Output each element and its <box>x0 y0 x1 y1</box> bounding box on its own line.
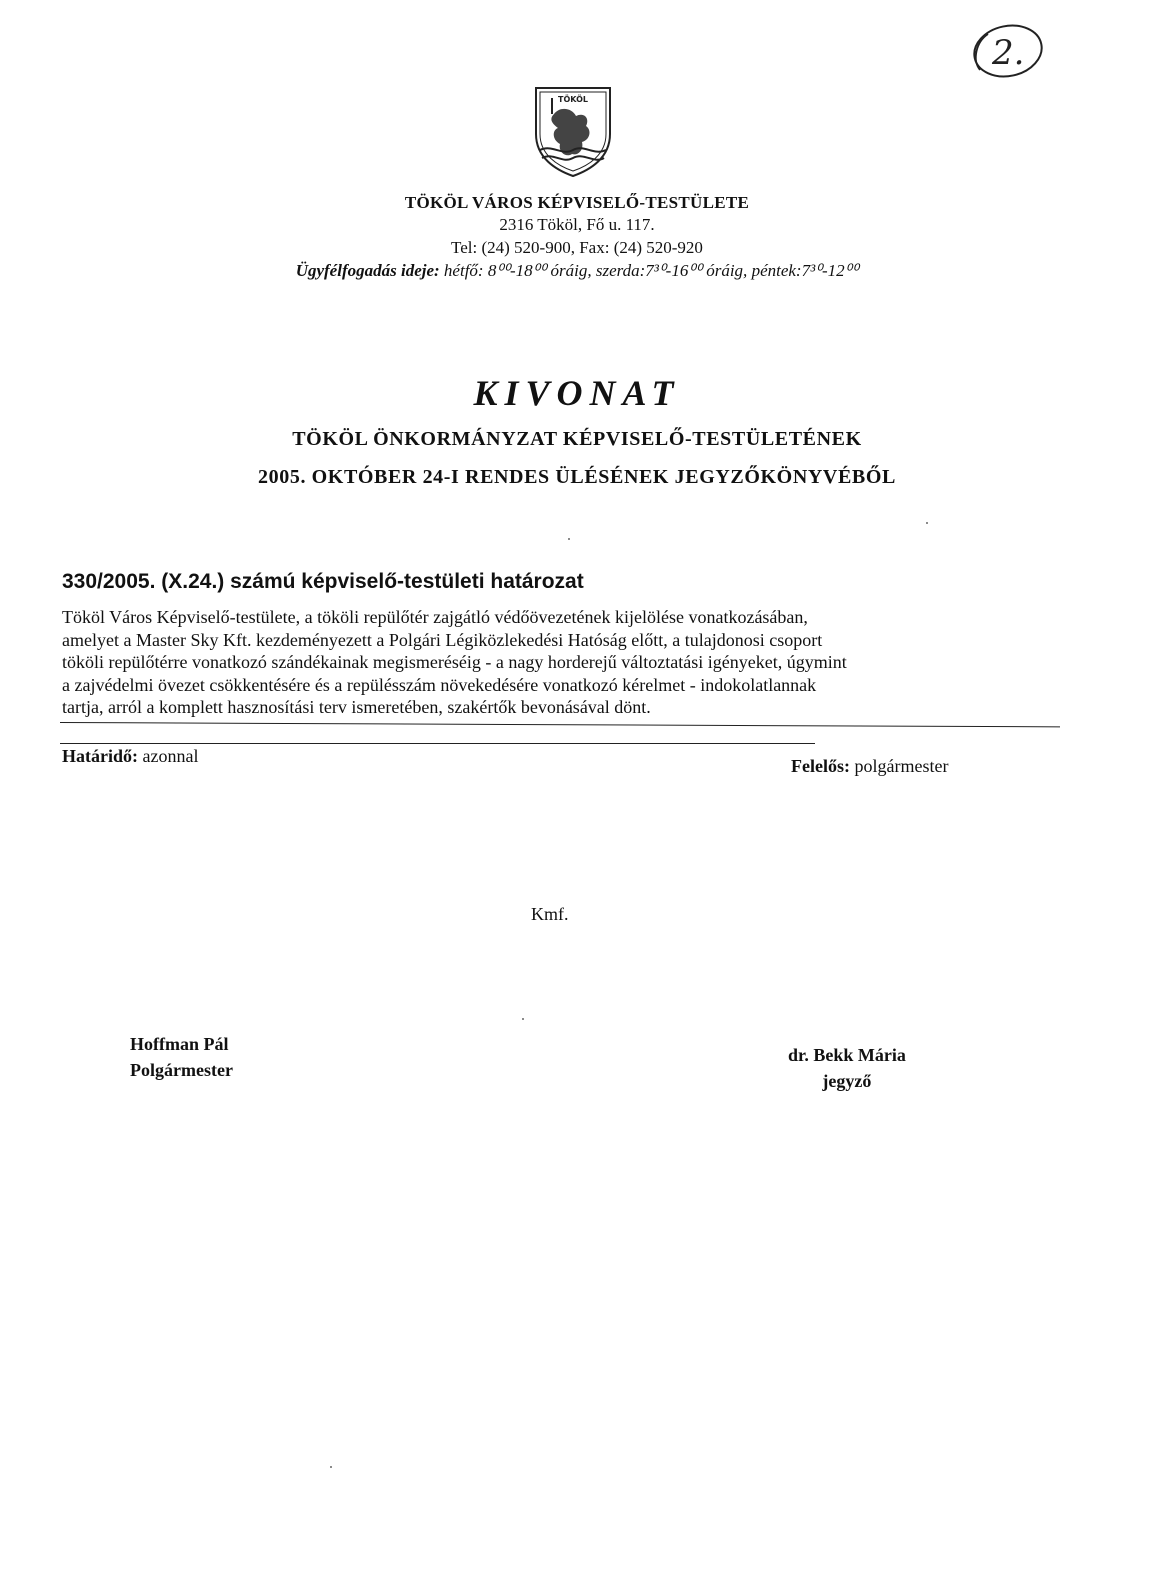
signature-notary <box>788 1042 906 1094</box>
signature-mayor <box>130 1031 233 1083</box>
deadline <box>62 746 198 767</box>
resolution-body <box>62 606 1062 719</box>
resolution-line: a zajvédelmi övezet csökkentésére és a repülésszám növekedésére vonatkozó kérelmet - indokolatlannak <box>62 674 817 695</box>
office-hours-label: Ügyfélfogadás ideje: <box>295 261 440 280</box>
kmf: Kmf. <box>531 904 569 924</box>
notary-title: jegyző <box>822 1071 872 1091</box>
resolution-line: tököli repülőtérre vonatkozó szándékainak megismeréséig - a nagy horderejű változtatási igényeket, úgymint <box>62 652 847 672</box>
resolution-line: amelyet a Master Sky Kft. kezdeményezett a Polgári Légiközlekedési Hatóság előtt, a tulajdonosi csoport <box>62 629 823 650</box>
document-subtitle-1: TÖKÖL ÖNKORMÁNYZAT KÉPVISELŐ-TESTÜLETÉNEK <box>292 428 862 450</box>
document-subtitle-2: 2005. OKTÓBER 24-I RENDES ÜLÉSÉNEK JEGYZŐKÖNYVÉBŐL <box>258 466 896 488</box>
deadline-value: azonnal <box>138 746 199 766</box>
scan-speck <box>568 538 570 540</box>
scan-speck <box>330 1466 332 1468</box>
responsible <box>791 756 948 777</box>
handwritten-underline <box>60 722 1060 727</box>
office-hours-wednesday: szerda:7³⁰-16⁰⁰ óráig, <box>591 261 748 280</box>
resolution-line: Tököl Város Képviselő-testülete, a tököli repülőtér zajgátló védőövezetének kijelölése vonatkozásában, <box>62 607 808 627</box>
responsible-value: polgármester <box>849 756 949 776</box>
svg-text:TÖKÖL: TÖKÖL <box>558 95 588 104</box>
organization-address: 2316 Tököl, Fő u. 117. <box>499 215 655 234</box>
office-hours <box>0 261 1154 281</box>
coat-of-arms-logo <box>532 84 614 178</box>
handwritten-mark-text: 2. <box>992 33 1025 73</box>
resolution-title: 330/2005. (X.24.) számú képviselő-testületi határozat <box>62 570 584 593</box>
notary-name: dr. Bekk Mária <box>788 1045 906 1065</box>
organization-name: TÖKÖL VÁROS KÉPVISELŐ-TESTÜLETE <box>404 193 750 212</box>
office-hours-friday: péntek:7³⁰-12⁰⁰ <box>747 261 859 280</box>
mayor-name: Hoffman Pál <box>130 1034 229 1054</box>
mayor-title: Polgármester <box>130 1060 233 1080</box>
deadline-label: Határidő: <box>62 746 138 766</box>
scan-speck <box>522 1018 524 1020</box>
resolution-line: tartja, arról a komplett hasznosítási terv ismeretében, szakértők bevonásával dönt. <box>62 697 651 717</box>
handwritten-underline <box>60 743 815 744</box>
document-title: KIVONAT <box>473 373 681 413</box>
phone-fax: Tel: (24) 520-900, Fax: (24) 520-920 <box>451 238 703 257</box>
office-hours-monday: hétfő: 8⁰⁰-18⁰⁰ óráig, <box>439 261 592 280</box>
responsible-label: Felelős: <box>791 756 850 776</box>
scan-speck <box>926 522 928 524</box>
handwritten-page-mark <box>966 20 1046 82</box>
